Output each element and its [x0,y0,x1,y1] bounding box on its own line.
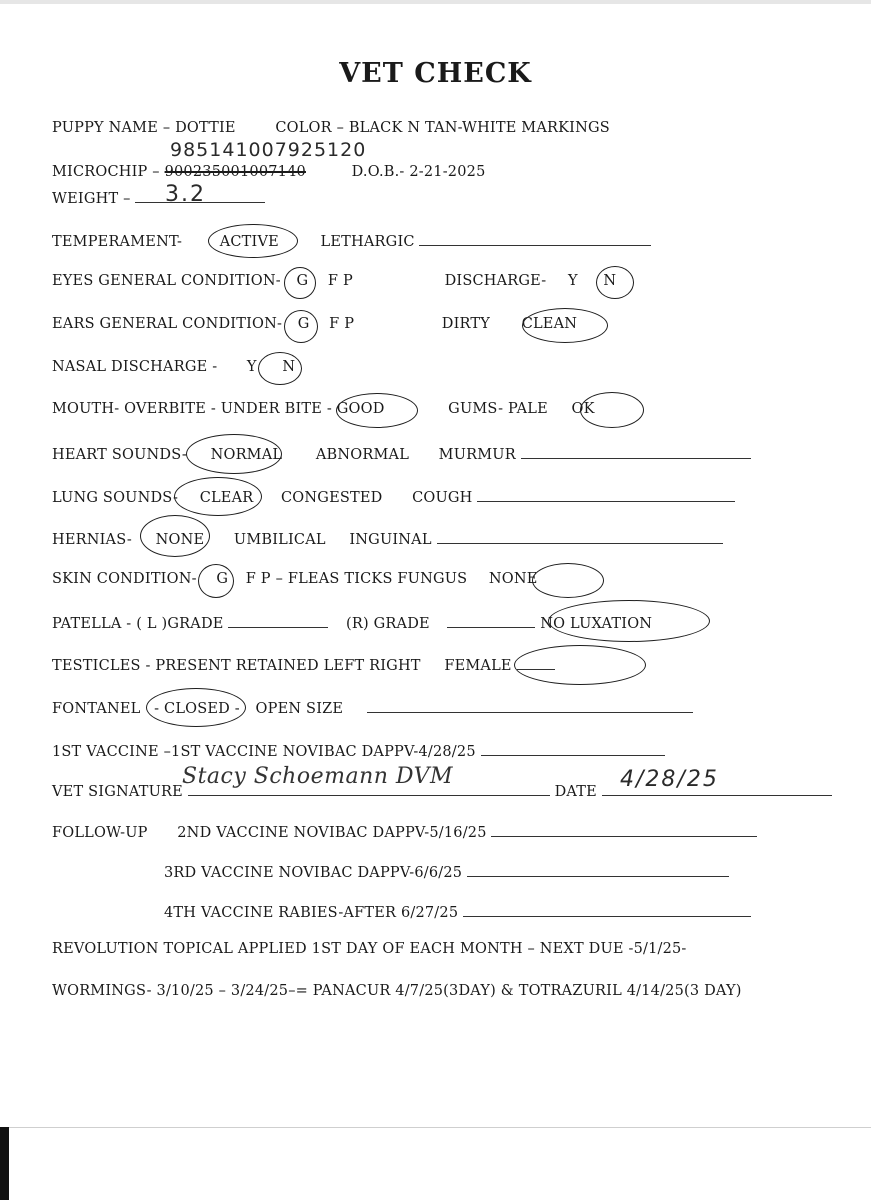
temperament-active: ACTIVE [219,234,279,250]
skin-rest: F P – FLEAS TICKS FUNGUS [245,571,468,587]
vaccine1: 1ST VACCINE –1ST VACCINE NOVIBAC DAPPV-4/28/25 [52,744,476,760]
gums-ok: OK [571,401,595,417]
vaccine2-blank [491,822,757,837]
mouth-good: - GOOD [326,401,385,417]
vet-signature-label: VET SIGNATURE [52,784,183,800]
fontanel-blank [367,698,693,713]
heart-normal: NORMAL [210,447,283,463]
ears-line [52,316,577,332]
microchip-line [52,164,486,180]
skin-label: SKIN CONDITION- [52,571,197,587]
temperament-line [52,231,651,250]
fontanel-label: FONTANEL [52,701,141,717]
ears-dirty: DIRTY [441,316,491,332]
ears-g: G [297,316,310,332]
heart-abnormal: ABNORMAL [315,447,410,463]
skin-none: NONE [488,571,538,587]
testicles-label: TESTICLES - PRESENT RETAINED LEFT RIGHT [52,658,421,674]
hernias-none: NONE [155,532,205,548]
vaccine1-blank [481,741,665,756]
lung-cough: COUGH [412,490,473,506]
patella-right: (R) GRADE [346,616,430,632]
lung-line [52,487,735,506]
eyes-label: EYES GENERAL CONDITION- [52,273,281,289]
puppy-name: PUPPY NAME – DOTTIE [52,120,236,136]
puppy-name-line [52,120,610,136]
vaccine2: 2ND VACCINE NOVIBAC DAPPV-5/16/25 [177,825,487,841]
eyes-g: G [296,273,309,289]
testicles-blank [517,655,555,670]
vaccine4-blank [463,902,751,917]
hernias-umbilical: UMBILICAL [233,532,326,548]
temperament-label: TEMPERAMENT- [52,234,183,250]
circle-skin-none [532,563,604,598]
patella-value: NO LUXATION [540,616,653,632]
weight-value: 3.2 [165,182,206,207]
temperament-blank [419,231,651,246]
lung-label: LUNG SOUNDS- [52,490,179,506]
hernias-blank [437,529,723,544]
date-label: DATE [554,784,597,800]
lung-congested: CONGESTED [281,490,383,506]
vaccine4: 4TH VACCINE RABIES-AFTER 6/27/25 [164,905,459,921]
wormings-line: WORMINGS- 3/10/25 – 3/24/25–= PANACUR 4/7/25(3DAY) & TOTRAZURIL 4/14/25(3 DAY) [52,983,742,999]
fontanel-open: OPEN SIZE [255,701,344,717]
weight-label: WEIGHT – [52,191,131,207]
nasal-label: NASAL DISCHARGE - [52,359,218,375]
revolution-line: REVOLUTION TOPICAL APPLIED 1ST DAY OF EACH MONTH – NEXT DUE -5/1/25- [52,941,687,957]
mouth-line [52,401,595,417]
skin-g: G [216,571,229,587]
hernias-line [52,529,723,548]
lung-blank [477,487,735,502]
hernias-label: HERNIAS- [52,532,132,548]
nasal-y: Y [246,359,257,375]
patella-left-blank [228,613,328,628]
puppy-color: COLOR – BLACK N TAN-WHITE MARKINGS [275,120,610,136]
vaccine4-line [164,902,751,921]
microchip-handwritten: 985141007925120 [170,139,367,161]
ears-fp: F P [329,316,355,332]
scan-edge-bottom [0,1127,871,1201]
vaccine1-line [52,741,665,760]
vaccine3-line [164,862,729,881]
nasal-line [52,359,295,375]
patella-right-blank [447,613,535,628]
lung-clear: CLEAR [199,490,254,506]
eyes-fp: F P [327,273,353,289]
skin-line [52,571,538,587]
heart-label: HEART SOUNDS- [52,447,187,463]
vaccine3: 3RD VACCINE NOVIBAC DAPPV-6/6/25 [164,865,463,881]
microchip-struck: 900235001007140 [164,164,306,180]
hernias-inguinal: INGUINAL [349,532,432,548]
date-value: 4/28/25 [620,767,719,792]
fontanel-line [52,698,693,717]
fontanel-closed: - CLOSED - [154,701,240,717]
vaccine3-blank [467,862,729,877]
mouth-label: MOUTH- OVERBITE - UNDER BITE [52,401,323,417]
scan-bar [0,1127,9,1200]
vet-signature: Stacy Schoemann DVM [182,764,454,789]
followup-line [52,822,757,841]
form-title: VET CHECK [339,58,532,89]
heart-blank [521,444,751,459]
testicles-line [52,655,555,674]
nasal-n: N [282,359,296,375]
dob: D.O.B.- 2-21-2025 [351,164,486,180]
patella-left: PATELLA - ( L )GRADE [52,616,224,632]
weight-line [52,188,265,207]
followup-label: FOLLOW-UP [52,825,148,841]
eyes-discharge-n: N [603,273,617,289]
scan-edge-top [0,0,871,4]
ears-clean: CLEAN [521,316,578,332]
ears-label: EARS GENERAL CONDITION- [52,316,283,332]
eyes-discharge-y: Y [567,273,578,289]
heart-line [52,444,751,463]
microchip-label: MICROCHIP – [52,164,160,180]
eyes-line [52,273,616,289]
gums-label: GUMS- PALE [448,401,548,417]
heart-murmur: MURMUR [438,447,516,463]
patella-line [52,613,652,632]
eyes-discharge-label: DISCHARGE- [444,273,547,289]
temperament-lethargic: LETHARGIC [320,234,415,250]
testicles-value: FEMALE [444,658,512,674]
